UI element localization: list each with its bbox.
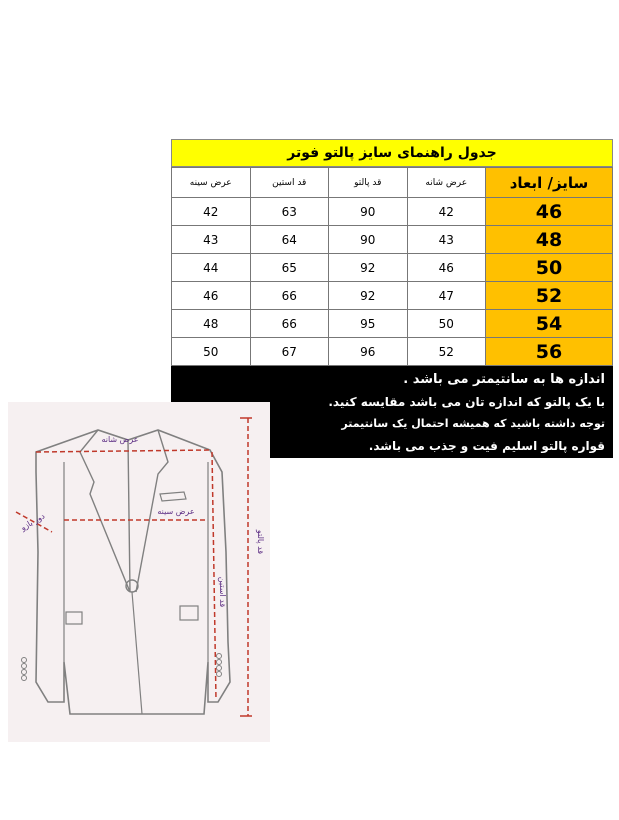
sleeve-length-value: 66: [250, 310, 329, 338]
coat-length-value: 90: [329, 198, 408, 226]
chest-value: 44: [172, 254, 251, 282]
header-shoulder: عرض شانه: [407, 168, 486, 198]
shoulder-value: 47: [407, 282, 486, 310]
note-line: قواره پالتو اسلیم فیت و جذب می باشد.: [368, 439, 605, 453]
coat-length-value: 92: [329, 254, 408, 282]
header-coat-length: قد پالتو: [329, 168, 408, 198]
note-line: توجه داشته باشید که همیشه احتمال یک سانتیمتر: [341, 417, 605, 430]
coat-length-value: 95: [329, 310, 408, 338]
coat-length-value: 96: [329, 338, 408, 366]
size-value: 48: [486, 226, 613, 254]
sleeve-length-label: قد استین: [218, 576, 227, 608]
table-title: جدول راهنمای سایز پالتو فوتر: [171, 139, 613, 167]
size-value: 50: [486, 254, 613, 282]
shoulder-value: 46: [407, 254, 486, 282]
chest-label: عرض سینه: [157, 507, 195, 516]
shoulder-value: 42: [407, 198, 486, 226]
shoulder-value: 50: [407, 310, 486, 338]
size-value: 46: [486, 198, 613, 226]
note-line: با یک پالتو که اندازه تان می باشد مقایسه کنید.: [328, 395, 605, 409]
table-row: [172, 310, 613, 338]
chest-value: 50: [172, 338, 251, 366]
arm-label: دور بازو: [19, 511, 47, 533]
table-row: [172, 198, 613, 226]
table-header-row: [172, 168, 613, 198]
table-row: [172, 282, 613, 310]
shoulder-value: 52: [407, 338, 486, 366]
jacket-diagram: [8, 402, 270, 742]
sleeve-length-value: 66: [250, 282, 329, 310]
sleeve-length-value: 65: [250, 254, 329, 282]
chest-value: 43: [172, 226, 251, 254]
chest-value: 48: [172, 310, 251, 338]
coat-length-label: قد پالتو: [256, 529, 265, 555]
header-size: سایز/ ابعاد: [486, 168, 613, 198]
sleeve-length-value: 67: [250, 338, 329, 366]
chest-value: 46: [172, 282, 251, 310]
coat-length-value: 90: [329, 226, 408, 254]
coat-length-value: 92: [329, 282, 408, 310]
sleeve-length-value: 64: [250, 226, 329, 254]
diagram-background: [8, 402, 270, 742]
sleeve-length-value: 63: [250, 198, 329, 226]
table-row: [172, 338, 613, 366]
jacket-drawing: [8, 402, 270, 742]
size-value: 52: [486, 282, 613, 310]
size-value: 54: [486, 310, 613, 338]
chest-value: 42: [172, 198, 251, 226]
shoulder-label: عرض شانه: [101, 435, 139, 444]
header-chest: عرض سینه: [172, 168, 251, 198]
shoulder-value: 43: [407, 226, 486, 254]
size-value: 56: [486, 338, 613, 366]
table-row: [172, 254, 613, 282]
header-sleeve-length: قد استین: [250, 168, 329, 198]
table-row: [172, 226, 613, 254]
size-table: [171, 167, 613, 366]
note-line: اندازه ها به سانتیمتر می باشد .: [403, 372, 605, 387]
